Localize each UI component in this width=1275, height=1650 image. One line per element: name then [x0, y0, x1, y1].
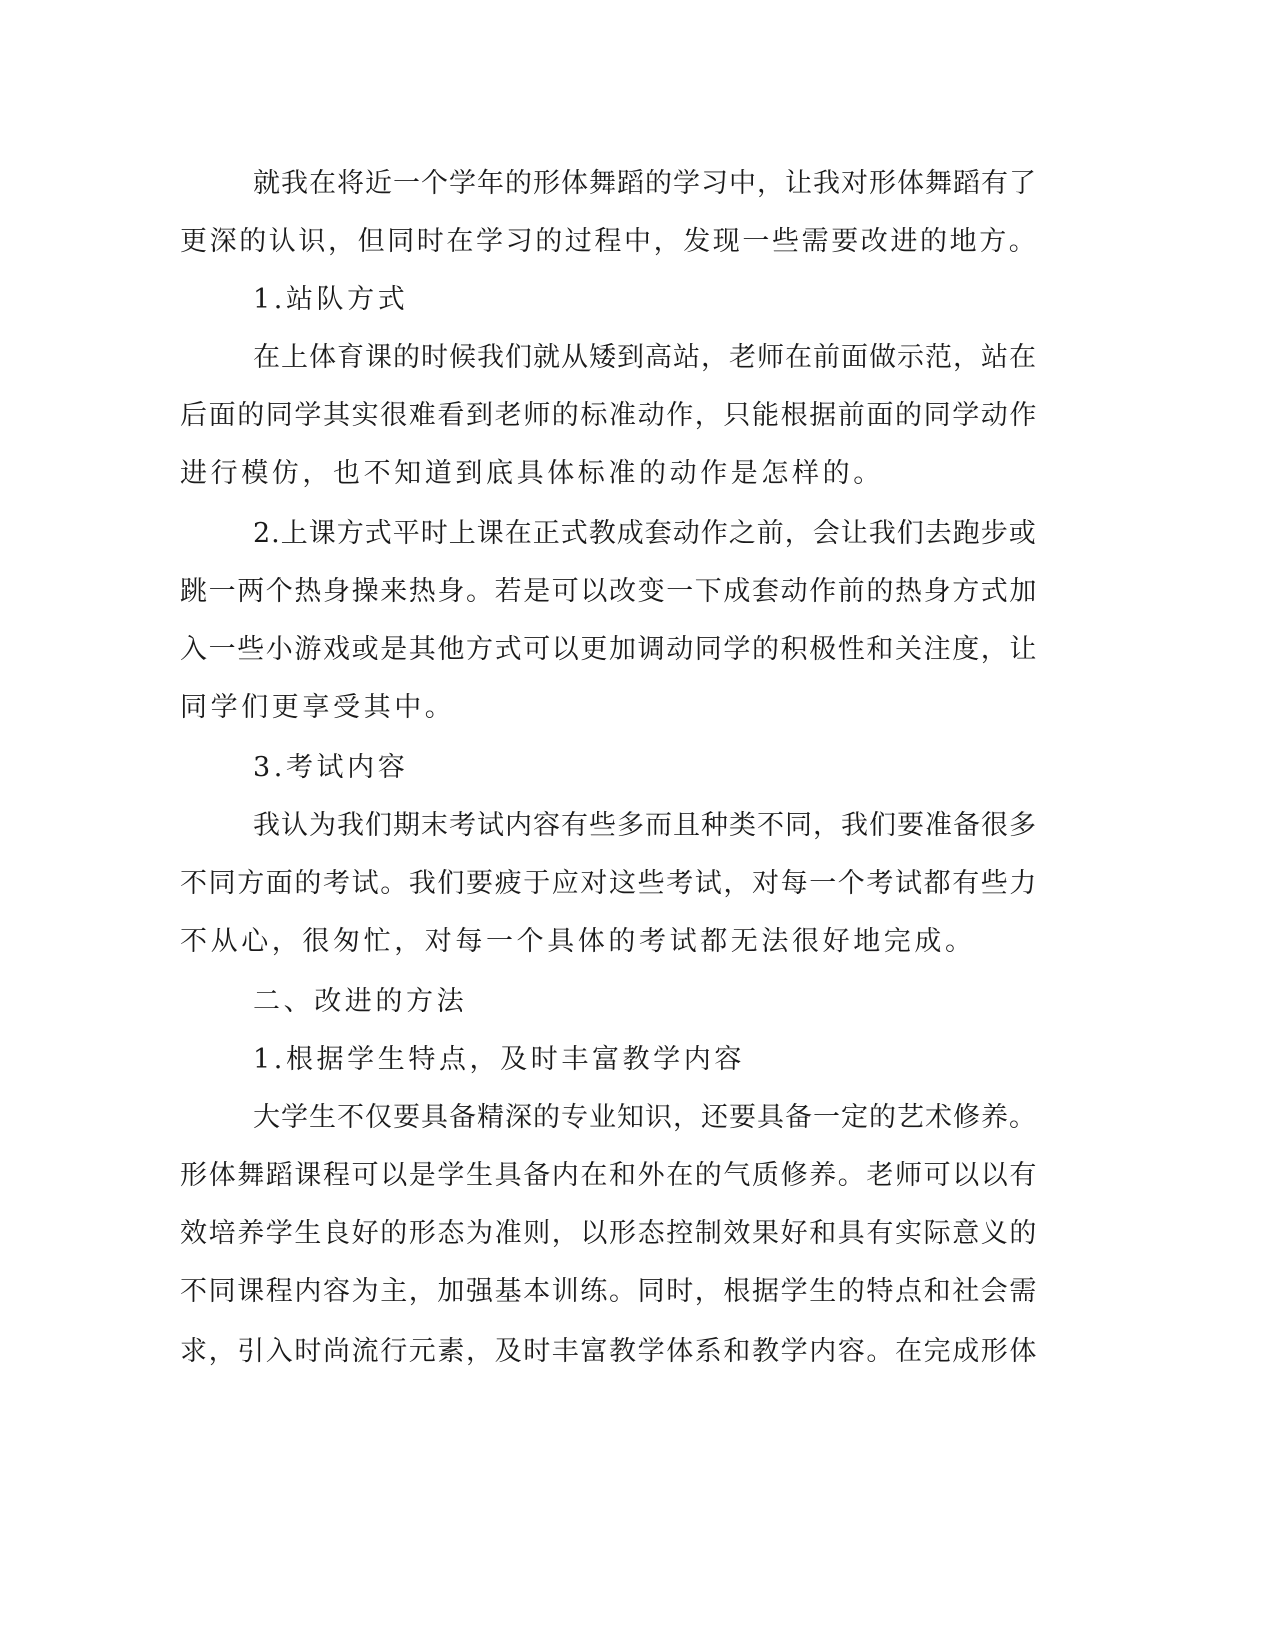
- paragraph-line: 不从心，很匆忙，对每一个具体的考试都无法很好地完成。: [180, 926, 976, 957]
- paragraph-line: 在上体育课的时候我们就从矮到高站，老师在前面做示范，站在: [253, 342, 1037, 373]
- paragraph-line: 跳一两个热身操来热身。若是可以改变一下成套动作前的热身方式加: [180, 576, 1038, 607]
- paragraph-line: 大学生不仅要具备精深的专业知识，还要具备一定的艺术修养。: [253, 1102, 1037, 1133]
- section-heading: 3.考试内容: [253, 752, 409, 783]
- paragraph-line: 入一些小游戏或是其他方式可以更加调动同学的积极性和关注度，让: [180, 634, 1038, 665]
- paragraph-line: 2.上课方式平时上课在正式教成套动作之前，会让我们去跑步或: [253, 518, 1037, 549]
- paragraph-line: 就我在将近一个学年的形体舞蹈的学习中，让我对形体舞蹈有了: [253, 168, 1037, 199]
- section-heading: 二、改进的方法: [253, 986, 468, 1017]
- paragraph-line: 我认为我们期末考试内容有些多而且种类不同，我们要准备很多: [253, 810, 1037, 841]
- paragraph-line: 更深的认识，但同时在学习的过程中，发现一些需要改进的地方。: [180, 226, 1039, 257]
- paragraph-line: 形体舞蹈课程可以是学生具备内在和外在的气质修养。老师可以以有: [180, 1160, 1038, 1191]
- section-heading: 1.站队方式: [253, 284, 409, 315]
- paragraph-line: 求，引入时尚流行元素，及时丰富教学体系和教学内容。在完成形体: [180, 1336, 1038, 1367]
- paragraph-line: 后面的同学其实很难看到老师的标准动作，只能根据前面的同学动作: [180, 400, 1038, 431]
- paragraph-line: 同学们更享受其中。: [180, 692, 456, 723]
- paragraph-line: 不同课程内容为主，加强基本训练。同时，根据学生的特点和社会需: [180, 1276, 1038, 1307]
- paragraph-line: 效培养学生良好的形态为准则，以形态控制效果好和具有实际意义的: [180, 1218, 1038, 1249]
- paragraph-line: 不同方面的考试。我们要疲于应对这些考试，对每一个考试都有些力: [180, 868, 1038, 899]
- paragraph-line: 进行模仿，也不知道到底具体标准的动作是怎样的。: [180, 458, 884, 489]
- section-heading: 1.根据学生特点，及时丰富教学内容: [253, 1044, 745, 1075]
